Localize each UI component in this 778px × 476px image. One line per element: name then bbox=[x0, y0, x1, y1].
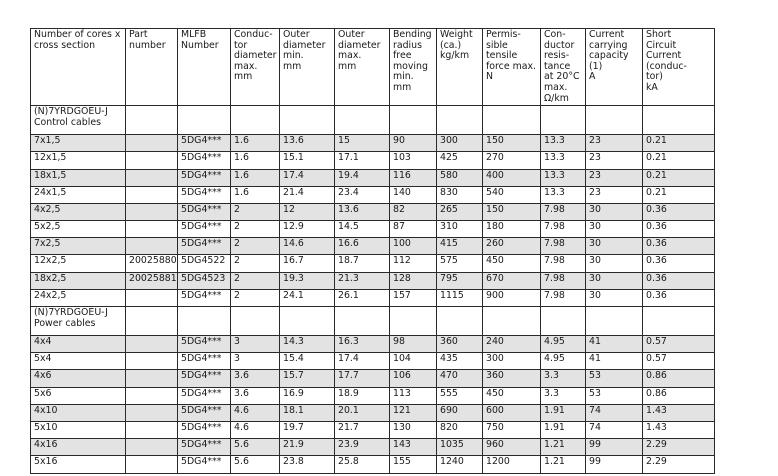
table-cell: 2.29 bbox=[643, 439, 715, 456]
table-cell: 7.98 bbox=[541, 272, 586, 289]
table-cell: 450 bbox=[483, 255, 541, 272]
table-cell: 600 bbox=[483, 404, 541, 421]
table-cell: 5DG4*** bbox=[178, 221, 231, 238]
table-cell: 670 bbox=[483, 272, 541, 289]
table-cell: 5DG4*** bbox=[178, 421, 231, 438]
empty-cell bbox=[437, 106, 483, 135]
table-cell bbox=[126, 186, 178, 203]
table-cell: 12 bbox=[280, 203, 335, 220]
table-cell: 0.86 bbox=[643, 387, 715, 404]
table-cell: 157 bbox=[390, 289, 437, 306]
table-cell: 82 bbox=[390, 203, 437, 220]
table-cell: 4.6 bbox=[231, 404, 280, 421]
table-cell: 0.21 bbox=[643, 169, 715, 186]
table-cell: 270 bbox=[483, 152, 541, 169]
table-cell: 3 bbox=[231, 336, 280, 353]
table-cell: 23.9 bbox=[335, 439, 390, 456]
table-cell: 24.1 bbox=[280, 289, 335, 306]
table-row bbox=[31, 289, 715, 306]
table-cell: 53 bbox=[586, 387, 643, 404]
table-row bbox=[31, 387, 715, 404]
table-cell: 5x6 bbox=[31, 387, 126, 404]
table-cell: 415 bbox=[437, 238, 483, 255]
table-cell: 140 bbox=[390, 186, 437, 203]
table-cell: 112 bbox=[390, 255, 437, 272]
table-cell: 310 bbox=[437, 221, 483, 238]
table-cell: 750 bbox=[483, 421, 541, 438]
empty-cell bbox=[335, 307, 390, 336]
table-cell: 4x10 bbox=[31, 404, 126, 421]
table-cell: 1.6 bbox=[231, 135, 280, 152]
table-cell: 2.29 bbox=[643, 456, 715, 473]
empty-cell bbox=[541, 106, 586, 135]
table-cell: 15 bbox=[335, 135, 390, 152]
table-cell: 16.9 bbox=[280, 387, 335, 404]
table-cell: 16.7 bbox=[280, 255, 335, 272]
table-row bbox=[31, 404, 715, 421]
table-cell: 15.1 bbox=[280, 152, 335, 169]
table-cell: 23.8 bbox=[280, 456, 335, 473]
table-cell: 0.57 bbox=[643, 336, 715, 353]
table-cell: 24x1,5 bbox=[31, 186, 126, 203]
table-cell: 12x2,5 bbox=[31, 255, 126, 272]
empty-cell bbox=[126, 106, 178, 135]
table-row bbox=[31, 221, 715, 238]
table-cell: 5DG4*** bbox=[178, 370, 231, 387]
header-row bbox=[31, 29, 715, 106]
table-row bbox=[31, 439, 715, 456]
empty-cell bbox=[231, 307, 280, 336]
table-cell: 19.4 bbox=[335, 169, 390, 186]
section-header-row bbox=[31, 106, 715, 135]
table-row bbox=[31, 169, 715, 186]
empty-cell bbox=[280, 307, 335, 336]
table-cell: 5DG4523 bbox=[178, 272, 231, 289]
table-cell: 0.36 bbox=[643, 221, 715, 238]
table-cell: 21.7 bbox=[335, 421, 390, 438]
table-cell: 13.6 bbox=[280, 135, 335, 152]
table-cell: 15.7 bbox=[280, 370, 335, 387]
table-cell: 4.95 bbox=[541, 353, 586, 370]
empty-cell bbox=[437, 307, 483, 336]
table-cell bbox=[126, 370, 178, 387]
table-cell: 98 bbox=[390, 336, 437, 353]
table-cell: 150 bbox=[483, 135, 541, 152]
table-cell: 74 bbox=[586, 404, 643, 421]
empty-cell bbox=[643, 307, 715, 336]
table-cell: 15.4 bbox=[280, 353, 335, 370]
table-cell: 435 bbox=[437, 353, 483, 370]
table-cell bbox=[126, 353, 178, 370]
table-cell: 7x1,5 bbox=[31, 135, 126, 152]
table-cell: 400 bbox=[483, 169, 541, 186]
column-header: Con- ductor resis- tance at 20°C max. Ω/km bbox=[541, 29, 586, 106]
table-cell: 1115 bbox=[437, 289, 483, 306]
table-cell: 360 bbox=[437, 336, 483, 353]
empty-cell bbox=[126, 307, 178, 336]
table-cell: 470 bbox=[437, 370, 483, 387]
table-cell: 23 bbox=[586, 135, 643, 152]
table-cell: 21.3 bbox=[335, 272, 390, 289]
table-cell: 5DG4*** bbox=[178, 169, 231, 186]
table-cell: 5DG4*** bbox=[178, 289, 231, 306]
section-title: (N)7YRDGOEU-J Control cables bbox=[31, 106, 126, 135]
table-cell: 5DG4*** bbox=[178, 152, 231, 169]
section-header-row bbox=[31, 307, 715, 336]
table-cell: 2 bbox=[231, 272, 280, 289]
column-header: Bending radius free moving min. mm bbox=[390, 29, 437, 106]
table-cell: 1.91 bbox=[541, 421, 586, 438]
table-cell: 30 bbox=[586, 203, 643, 220]
table-cell: 260 bbox=[483, 238, 541, 255]
table-cell: 2 bbox=[231, 221, 280, 238]
column-header: Number of cores x cross section bbox=[31, 29, 126, 106]
table-cell: 2 bbox=[231, 289, 280, 306]
table-cell: 3 bbox=[231, 353, 280, 370]
table-cell: 820 bbox=[437, 421, 483, 438]
table-cell: 540 bbox=[483, 186, 541, 203]
empty-cell bbox=[586, 106, 643, 135]
table-cell: 17.4 bbox=[335, 353, 390, 370]
empty-cell bbox=[483, 106, 541, 135]
table-cell: 0.21 bbox=[643, 152, 715, 169]
table-cell: 300 bbox=[483, 353, 541, 370]
empty-cell bbox=[231, 106, 280, 135]
table-cell bbox=[126, 238, 178, 255]
table-cell: 0.21 bbox=[643, 186, 715, 203]
table-cell: 106 bbox=[390, 370, 437, 387]
table-cell: 17.7 bbox=[335, 370, 390, 387]
table-cell: 7.98 bbox=[541, 203, 586, 220]
table-row bbox=[31, 421, 715, 438]
table-cell: 4.95 bbox=[541, 336, 586, 353]
table-cell: 103 bbox=[390, 152, 437, 169]
column-header: Outer diameter max. mm bbox=[335, 29, 390, 106]
table-cell: 53 bbox=[586, 370, 643, 387]
table-cell: 13.3 bbox=[541, 186, 586, 203]
table-cell: 74 bbox=[586, 421, 643, 438]
table-cell: 128 bbox=[390, 272, 437, 289]
table-cell: 13.3 bbox=[541, 152, 586, 169]
table-cell: 7x2,5 bbox=[31, 238, 126, 255]
table-cell bbox=[126, 336, 178, 353]
table-cell: 0.36 bbox=[643, 289, 715, 306]
table-row bbox=[31, 152, 715, 169]
column-header: Conduc- tor diameter max. mm bbox=[231, 29, 280, 106]
empty-cell bbox=[280, 106, 335, 135]
table-row bbox=[31, 255, 715, 272]
table-cell bbox=[126, 203, 178, 220]
column-header: Permis- sible tensile force max. N bbox=[483, 29, 541, 106]
table-cell: 4.6 bbox=[231, 421, 280, 438]
table-cell bbox=[126, 169, 178, 186]
table-cell: 14.3 bbox=[280, 336, 335, 353]
table-cell: 180 bbox=[483, 221, 541, 238]
table-cell: 5.6 bbox=[231, 456, 280, 473]
table-cell: 5DG4*** bbox=[178, 439, 231, 456]
table-cell: 30 bbox=[586, 238, 643, 255]
column-header: Part number bbox=[126, 29, 178, 106]
table-cell bbox=[126, 289, 178, 306]
table-cell: 12.9 bbox=[280, 221, 335, 238]
table-cell bbox=[126, 221, 178, 238]
table-cell: 1035 bbox=[437, 439, 483, 456]
empty-cell bbox=[643, 106, 715, 135]
cable-spec-table bbox=[30, 28, 715, 474]
table-cell: 18x1,5 bbox=[31, 169, 126, 186]
table-cell: 5DG4*** bbox=[178, 353, 231, 370]
table-cell: 13.3 bbox=[541, 135, 586, 152]
column-header: Outer diameter min. mm bbox=[280, 29, 335, 106]
table-row bbox=[31, 272, 715, 289]
table-cell: 155 bbox=[390, 456, 437, 473]
table-cell: 30 bbox=[586, 221, 643, 238]
table-cell: 116 bbox=[390, 169, 437, 186]
table-cell: 575 bbox=[437, 255, 483, 272]
table-cell: 4x6 bbox=[31, 370, 126, 387]
table-cell: 5DG4*** bbox=[178, 456, 231, 473]
table-cell: 19.3 bbox=[280, 272, 335, 289]
table-cell: 17.1 bbox=[335, 152, 390, 169]
table-cell: 0.36 bbox=[643, 203, 715, 220]
table-cell: 23 bbox=[586, 186, 643, 203]
table-cell: 20.1 bbox=[335, 404, 390, 421]
table-cell: 90 bbox=[390, 135, 437, 152]
table-cell: 20025881 bbox=[126, 272, 178, 289]
table-cell: 7.98 bbox=[541, 221, 586, 238]
table-cell bbox=[126, 152, 178, 169]
table-cell: 1.21 bbox=[541, 439, 586, 456]
table-cell: 3.3 bbox=[541, 387, 586, 404]
column-header: Short Circuit Current (conduc- tor) kA bbox=[643, 29, 715, 106]
table-cell: 4x4 bbox=[31, 336, 126, 353]
table-cell: 87 bbox=[390, 221, 437, 238]
table-cell: 99 bbox=[586, 439, 643, 456]
table-cell: 113 bbox=[390, 387, 437, 404]
table-cell: 12x1,5 bbox=[31, 152, 126, 169]
table-body bbox=[31, 106, 715, 473]
table-cell: 960 bbox=[483, 439, 541, 456]
table-cell: 100 bbox=[390, 238, 437, 255]
table-cell: 18.1 bbox=[280, 404, 335, 421]
table-cell: 425 bbox=[437, 152, 483, 169]
table-cell: 23.4 bbox=[335, 186, 390, 203]
table-cell: 450 bbox=[483, 387, 541, 404]
table-cell: 143 bbox=[390, 439, 437, 456]
table-cell: 5DG4*** bbox=[178, 387, 231, 404]
table-cell: 18.9 bbox=[335, 387, 390, 404]
table-cell: 300 bbox=[437, 135, 483, 152]
table-cell: 19.7 bbox=[280, 421, 335, 438]
table-cell: 4x16 bbox=[31, 439, 126, 456]
table-cell: 240 bbox=[483, 336, 541, 353]
column-header: Current carrying capacity (1) A bbox=[586, 29, 643, 106]
table-cell: 30 bbox=[586, 272, 643, 289]
section-title: (N)7YRDGOEU-J Power cables bbox=[31, 307, 126, 336]
table-cell: 21.4 bbox=[280, 186, 335, 203]
table-row bbox=[31, 336, 715, 353]
table-cell: 1.43 bbox=[643, 404, 715, 421]
table-cell: 23 bbox=[586, 152, 643, 169]
table-cell: 4x2,5 bbox=[31, 203, 126, 220]
table-cell: 5x2,5 bbox=[31, 221, 126, 238]
table-cell: 5x4 bbox=[31, 353, 126, 370]
table-cell: 130 bbox=[390, 421, 437, 438]
table-cell: 99 bbox=[586, 456, 643, 473]
table-cell: 830 bbox=[437, 186, 483, 203]
table-cell: 121 bbox=[390, 404, 437, 421]
table-cell: 0.86 bbox=[643, 370, 715, 387]
table-cell: 5.6 bbox=[231, 439, 280, 456]
table-cell: 5DG4*** bbox=[178, 238, 231, 255]
table-cell: 3.6 bbox=[231, 387, 280, 404]
table-cell: 555 bbox=[437, 387, 483, 404]
table-row bbox=[31, 353, 715, 370]
empty-cell bbox=[586, 307, 643, 336]
empty-cell bbox=[483, 307, 541, 336]
table-cell: 5x10 bbox=[31, 421, 126, 438]
table-cell: 7.98 bbox=[541, 255, 586, 272]
table-cell bbox=[126, 387, 178, 404]
table-cell: 13.3 bbox=[541, 169, 586, 186]
empty-cell bbox=[335, 106, 390, 135]
empty-cell bbox=[178, 307, 231, 336]
table-cell: 23 bbox=[586, 169, 643, 186]
table-cell: 30 bbox=[586, 255, 643, 272]
table-row bbox=[31, 135, 715, 152]
table-cell: 18x2,5 bbox=[31, 272, 126, 289]
table-cell: 2 bbox=[231, 255, 280, 272]
spec-table-container bbox=[30, 28, 715, 474]
table-cell: 150 bbox=[483, 203, 541, 220]
table-row bbox=[31, 238, 715, 255]
table-cell bbox=[126, 421, 178, 438]
table-cell bbox=[126, 135, 178, 152]
table-cell: 0.57 bbox=[643, 353, 715, 370]
column-header: MLFB Number bbox=[178, 29, 231, 106]
table-cell: 14.5 bbox=[335, 221, 390, 238]
table-cell: 21.9 bbox=[280, 439, 335, 456]
table-cell: 41 bbox=[586, 353, 643, 370]
table-cell: 795 bbox=[437, 272, 483, 289]
table-cell: 0.36 bbox=[643, 255, 715, 272]
table-cell: 0.36 bbox=[643, 272, 715, 289]
table-cell bbox=[126, 404, 178, 421]
table-cell: 5DG4*** bbox=[178, 186, 231, 203]
table-cell: 24x2,5 bbox=[31, 289, 126, 306]
table-cell: 5DG4*** bbox=[178, 135, 231, 152]
empty-cell bbox=[541, 307, 586, 336]
table-cell bbox=[126, 456, 178, 473]
table-cell: 3.6 bbox=[231, 370, 280, 387]
table-cell: 18.7 bbox=[335, 255, 390, 272]
table-cell: 5DG4*** bbox=[178, 203, 231, 220]
table-cell: 13.6 bbox=[335, 203, 390, 220]
table-cell: 16.3 bbox=[335, 336, 390, 353]
table-cell: 26.1 bbox=[335, 289, 390, 306]
table-cell: 0.21 bbox=[643, 135, 715, 152]
table-cell: 25.8 bbox=[335, 456, 390, 473]
table-cell: 16.6 bbox=[335, 238, 390, 255]
table-cell: 1.43 bbox=[643, 421, 715, 438]
table-cell: 5DG4*** bbox=[178, 404, 231, 421]
table-row bbox=[31, 203, 715, 220]
table-cell: 5x16 bbox=[31, 456, 126, 473]
table-cell: 580 bbox=[437, 169, 483, 186]
table-cell: 1.91 bbox=[541, 404, 586, 421]
empty-cell bbox=[390, 307, 437, 336]
table-cell: 17.4 bbox=[280, 169, 335, 186]
table-cell: 0.36 bbox=[643, 238, 715, 255]
table-cell: 2 bbox=[231, 238, 280, 255]
table-row bbox=[31, 456, 715, 473]
table-cell: 41 bbox=[586, 336, 643, 353]
table-cell: 30 bbox=[586, 289, 643, 306]
table-row bbox=[31, 186, 715, 203]
table-cell: 360 bbox=[483, 370, 541, 387]
table-cell: 690 bbox=[437, 404, 483, 421]
table-cell: 1.21 bbox=[541, 456, 586, 473]
table-cell: 1240 bbox=[437, 456, 483, 473]
empty-cell bbox=[178, 106, 231, 135]
table-cell: 14.6 bbox=[280, 238, 335, 255]
empty-cell bbox=[390, 106, 437, 135]
table-cell: 1.6 bbox=[231, 152, 280, 169]
table-cell: 3.3 bbox=[541, 370, 586, 387]
table-cell: 1.6 bbox=[231, 169, 280, 186]
table-cell: 20025880 bbox=[126, 255, 178, 272]
table-cell: 5DG4522 bbox=[178, 255, 231, 272]
table-cell bbox=[126, 439, 178, 456]
table-cell: 2 bbox=[231, 203, 280, 220]
table-cell: 900 bbox=[483, 289, 541, 306]
table-cell: 1200 bbox=[483, 456, 541, 473]
table-cell: 104 bbox=[390, 353, 437, 370]
table-cell: 1.6 bbox=[231, 186, 280, 203]
column-header: Weight (ca.) kg/km bbox=[437, 29, 483, 106]
table-row bbox=[31, 370, 715, 387]
table-cell: 5DG4*** bbox=[178, 336, 231, 353]
table-cell: 7.98 bbox=[541, 289, 586, 306]
table-cell: 265 bbox=[437, 203, 483, 220]
table-cell: 7.98 bbox=[541, 238, 586, 255]
